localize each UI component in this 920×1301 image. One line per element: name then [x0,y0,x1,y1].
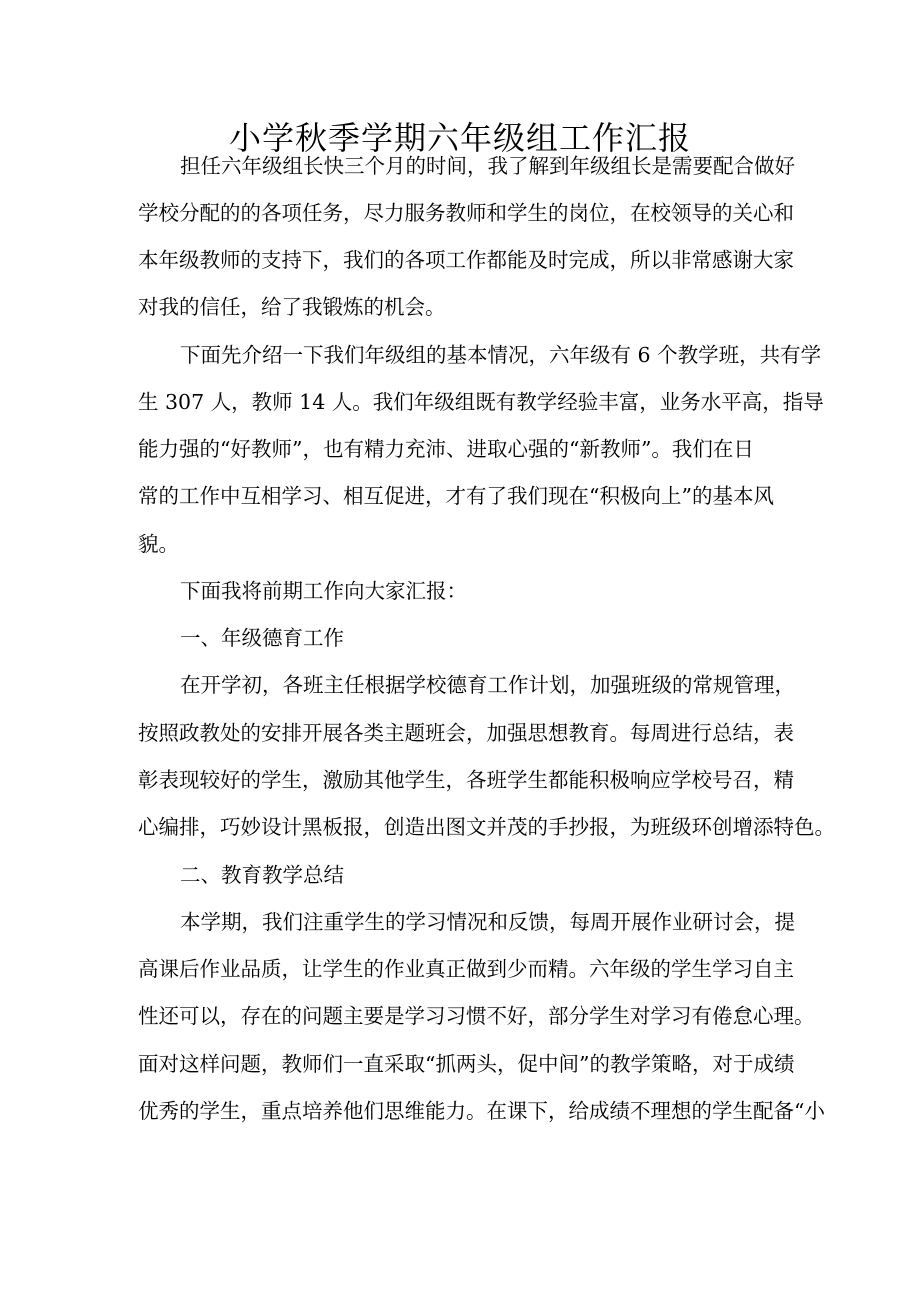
document-title: 小学秋季学期六年级组工作汇报 [228,119,691,157]
section-heading: 二、教育教学总结 [180,863,344,887]
paragraph-line: 貌。 [138,532,179,556]
paragraph-line: 高课后作业品质，让学生的作业真正做到少而精。六年级的学生学习自主 [138,957,794,981]
paragraph-line: 对我的信任，给了我锻炼的机会。 [138,295,446,319]
paragraph-line: 心编排，巧妙设计黑板报，创造出图文并茂的手抄报，为班级环创增添特色。 [138,815,835,839]
paragraph-line: 优秀的学生，重点培养他们思维能力。在课下，给成绩不理想的学生配备“小 [138,1099,825,1123]
paragraph-line: 按照政教处的安排开展各类主题班会，加强思想教育。每周进行总结，表 [138,721,794,745]
paragraph-line: 下面先介绍一下我们年级组的基本情况，六年级有 6 个教学班，共有学 [180,343,822,367]
paragraph-line: 本学期，我们注重学生的学习情况和反馈，每周开展作业研讨会，提 [180,910,795,934]
paragraph-line: 学校分配的的各项任务，尽力服务教师和学生的岗位，在校领导的关心和 [138,201,794,225]
paragraph-line: 下面我将前期工作向大家汇报： [180,579,467,603]
paragraph-line: 彰表现较好的学生，激励其他学生，各班学生都能积极响应学校号召，精 [138,768,794,792]
paragraph-line: 性还可以，存在的问题主要是学习习惯不好，部分学生对学习有倦怠心理。 [138,1004,815,1028]
paragraph-line: 在开学初，各班主任根据学校德育工作计划，加强班级的常规管理， [180,673,795,697]
paragraph-line: 能力强的“好教师”，也有精力充沛、进取心强的“新教师”。我们在日 [138,437,754,461]
paragraph-line: 常的工作中互相学习、相互促进，才有了我们现在“积极向上”的基本风 [138,484,774,508]
paragraph-line: 担任六年级组长快三个月的时间，我了解到年级组长是需要配合做好 [180,154,795,178]
paragraph-line: 本年级教师的支持下，我们的各项工作都能及时完成，所以非常感谢大家 [138,248,794,272]
paragraph-line: 生 307 人，教师 14 人。我们年级组既有教学经验丰富，业务水平高，指导 [138,390,824,414]
paragraph-line: 面对这样问题，教师们一直采取“抓两头，促中间”的教学策略，对于成绩 [138,1052,795,1076]
section-heading: 一、年级德育工作 [180,626,344,650]
